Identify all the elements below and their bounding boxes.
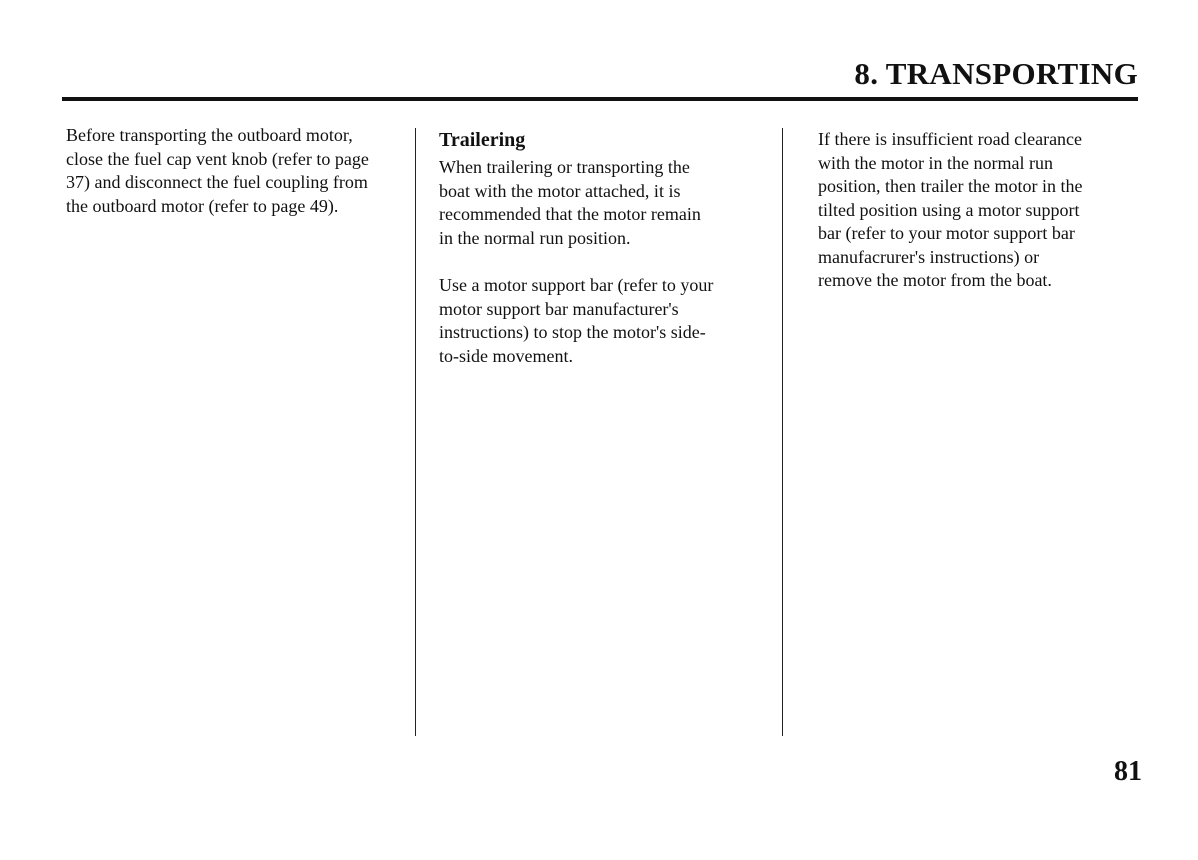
text-line: with the motor in the normal run	[818, 152, 1053, 173]
header-rule	[62, 97, 1138, 101]
text-line: boat with the motor attached, it is	[439, 180, 681, 201]
trailering-paragraph-2	[439, 274, 775, 368]
trailering-heading: Trailering	[439, 129, 526, 151]
text-line: manufacrurer's instructions) or	[818, 246, 1040, 267]
column-divider-left	[415, 128, 416, 736]
column-clearance	[818, 128, 1138, 293]
text-line: to-side movement.	[439, 345, 573, 366]
text-line: instructions) to stop the motor's side-	[439, 322, 706, 342]
text-line: the outboard motor (refer to page 49).	[66, 195, 339, 216]
text-line: If there is insufficient road clearance	[818, 129, 1083, 149]
trailering-paragraph-1	[439, 156, 775, 250]
text-line: motor support bar manufacturer's	[439, 298, 679, 319]
text-line: recommended that the motor remain	[439, 204, 701, 224]
text-line: bar (refer to your motor support bar	[818, 223, 1075, 243]
text-line: tilted position using a motor support	[818, 199, 1080, 220]
text-line: Use a motor support bar (refer to your	[439, 275, 714, 295]
column-divider-right	[782, 128, 783, 736]
page-number: 81	[1114, 756, 1142, 787]
text-line: position, then trailer the motor in the	[818, 176, 1083, 196]
text-line: Before transporting the outboard motor,	[66, 125, 353, 145]
section-title: 8. TRANSPORTING	[854, 56, 1138, 91]
text-line: 37) and disconnect the fuel coupling from	[66, 172, 368, 192]
text-line: close the fuel cap vent knob (refer to page	[66, 148, 369, 169]
text-line: in the normal run position.	[439, 227, 631, 248]
column-trailering	[439, 127, 775, 368]
text-line: When trailering or transporting the	[439, 157, 690, 177]
column-intro	[66, 124, 406, 218]
text-line: remove the motor from the boat.	[818, 270, 1052, 290]
